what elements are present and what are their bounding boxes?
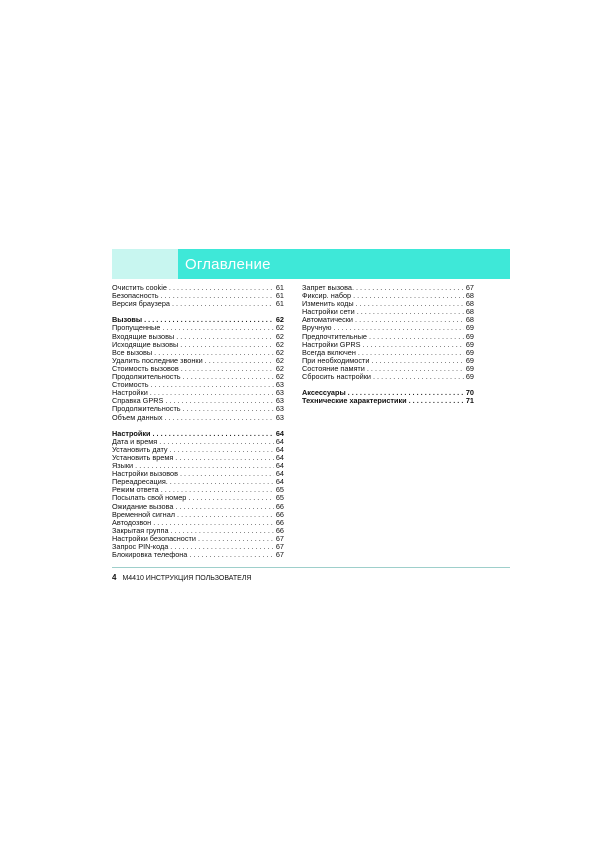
toc-entry[interactable] <box>112 478 284 486</box>
toc-entry-title: Исходящие вызовы <box>112 340 179 349</box>
toc-entry-title: Настройки <box>112 389 148 398</box>
toc-dot-leader <box>154 349 274 357</box>
toc-page-number: 63 <box>275 413 284 422</box>
toc-page-number: 64 <box>275 462 284 471</box>
toc-dot-leader <box>181 365 274 373</box>
toc-dot-leader <box>205 357 274 365</box>
toc-entry[interactable] <box>112 494 284 502</box>
toc-dot-leader <box>169 284 274 292</box>
toc-entry-title: Технические характеристики <box>302 397 407 406</box>
toc-entry[interactable] <box>112 405 284 413</box>
toc-entry[interactable] <box>112 357 284 365</box>
toc-dot-leader <box>198 535 274 543</box>
toc-page-number: 62 <box>275 332 284 341</box>
toc-entry-title: Входящие вызовы <box>112 332 175 341</box>
toc-page-number: 68 <box>465 300 474 309</box>
toc-dot-leader <box>172 300 274 308</box>
toc-page-number: 67 <box>275 543 284 551</box>
toc-page-number: 70 <box>465 389 474 398</box>
toc-dot-leader <box>135 462 274 470</box>
toc-entry-title: Сбросить настройки <box>302 373 371 382</box>
toc-page-number: 62 <box>275 316 284 325</box>
toc-entry-title: При необходимости <box>302 356 370 365</box>
toc-entry[interactable] <box>112 527 284 535</box>
toc-gap <box>302 381 474 389</box>
footer-text: M4410 ИНСТРУКЦИЯ ПОЛЬЗОВАТЕЛЯ <box>122 575 252 582</box>
toc-dot-leader <box>177 511 274 519</box>
toc-dot-leader <box>357 308 464 316</box>
toc-dot-leader <box>162 324 274 332</box>
toc-section-heading[interactable] <box>302 389 474 397</box>
toc-dot-leader <box>188 494 274 502</box>
toc-dot-leader <box>171 527 274 535</box>
toc-dot-leader <box>183 405 274 413</box>
toc-entry-title: Удалить последние звонки <box>112 356 203 365</box>
toc-entry-title: Автоматически <box>302 316 354 325</box>
toc-page-number: 68 <box>465 316 474 325</box>
toc-entry-title: Переадресация. <box>112 478 168 487</box>
toc-entry[interactable] <box>302 324 474 332</box>
toc-page-number: 67 <box>275 534 284 543</box>
toc-page-number: 69 <box>465 348 474 357</box>
toc-dot-leader <box>356 300 464 308</box>
toc-entry-title: Автодозвон <box>112 518 152 527</box>
toc-page-number: 64 <box>275 445 284 454</box>
toc-entry-title: Языки <box>112 462 134 471</box>
toc-entry[interactable] <box>302 316 474 324</box>
toc-page-number: 69 <box>465 356 474 365</box>
toc-dot-leader <box>161 486 274 494</box>
page-number: 4 <box>112 573 117 582</box>
toc-entry-title: Блокировка телефона <box>112 551 188 560</box>
toc-entry[interactable] <box>112 414 284 422</box>
toc-page-number: 65 <box>275 486 284 495</box>
toc-entry-title: Вручную <box>302 324 332 333</box>
toc-dot-leader <box>358 349 464 357</box>
toc-dot-leader <box>180 470 274 478</box>
toc-entry[interactable] <box>112 519 284 527</box>
toc-page-number: 61 <box>275 300 284 309</box>
toc-page-number: 62 <box>275 356 284 365</box>
toc-entry-title: Запрет вызова. <box>302 284 354 292</box>
toc-page-number: 69 <box>465 332 474 341</box>
toc-entry-title: Все вызовы <box>112 348 153 357</box>
toc-entry[interactable] <box>112 543 284 551</box>
toc-dot-leader <box>176 333 274 341</box>
toc-entry-title: Всегда включен <box>302 348 356 357</box>
toc-page-number: 62 <box>275 364 284 373</box>
toc-page-number: 63 <box>275 389 284 398</box>
toc-entry[interactable] <box>112 324 284 332</box>
toc-dot-leader <box>159 438 274 446</box>
toc-gap <box>112 422 284 430</box>
toc-page-number: 64 <box>275 429 284 438</box>
toc-entry[interactable] <box>302 308 474 316</box>
toc-dot-leader <box>371 357 463 365</box>
toc-page-number: 66 <box>275 502 284 511</box>
toc-dot-leader <box>165 397 274 405</box>
toc-page-number: 62 <box>275 340 284 349</box>
toc-gap <box>112 308 284 316</box>
toc-page-number: 64 <box>275 478 284 487</box>
toc-left-column <box>112 284 284 559</box>
toc-entry[interactable] <box>112 341 284 349</box>
toc-entry[interactable] <box>112 381 284 389</box>
toc-page-number: 64 <box>275 437 284 446</box>
toc-entry[interactable] <box>302 365 474 373</box>
toc-entry-title: Настройки GPRS <box>302 340 361 349</box>
toc-section-heading[interactable] <box>112 430 284 438</box>
toc-page-number: 64 <box>275 453 284 462</box>
toc-entry-title: Вызовы <box>112 316 143 325</box>
toc-entry-title: Безопасность <box>112 292 159 301</box>
toc-dot-leader <box>150 389 274 397</box>
toc-dot-leader <box>144 316 274 324</box>
toc-section-heading[interactable] <box>302 397 474 405</box>
toc-entry[interactable] <box>302 333 474 341</box>
toc-dot-leader <box>355 316 464 324</box>
toc-entry-title: Ожидание вызова <box>112 502 174 511</box>
toc-page-number: 62 <box>275 324 284 333</box>
toc-page-number: 64 <box>275 470 284 479</box>
toc-entry[interactable] <box>112 284 284 292</box>
toc-page-number: 62 <box>275 348 284 357</box>
toc-entry-title: Стоимость <box>112 381 149 390</box>
toc-entry[interactable] <box>112 486 284 494</box>
toc-entry[interactable] <box>112 503 284 511</box>
toc-entry[interactable] <box>112 349 284 357</box>
toc-page-number: 66 <box>275 526 284 535</box>
toc-entry-title: Фиксир. набор <box>302 292 352 301</box>
toc-section-heading[interactable] <box>112 316 284 324</box>
toc-dot-leader <box>373 373 464 381</box>
toc-entry-title: Продолжительность <box>112 373 181 382</box>
toc-dot-leader <box>153 430 274 438</box>
toc-entry-title: Настройки сети <box>302 308 355 317</box>
toc-page-number: 61 <box>275 284 284 292</box>
toc-entry[interactable] <box>302 292 474 300</box>
toc-entry-title: Версия браузера <box>112 300 170 309</box>
toc-entry-title: Настройки безопасности <box>112 534 196 543</box>
toc-entry-title: Предпочтительные <box>302 332 367 341</box>
toc-page-number: 67 <box>275 551 284 560</box>
toc-entry-title: Посылать свой номер <box>112 494 187 503</box>
toc-entry[interactable] <box>112 333 284 341</box>
toc-entry-title: Аксессуары <box>302 389 346 398</box>
toc-entry-title: Состояние памяти <box>302 364 365 373</box>
toc-entry[interactable] <box>112 373 284 381</box>
toc-dot-leader <box>161 292 274 300</box>
toc-page-number: 63 <box>275 397 284 406</box>
toc-entry[interactable] <box>302 349 474 357</box>
toc-entry-title: Временной сигнал <box>112 510 176 519</box>
toc-page-number: 68 <box>465 308 474 317</box>
toc-entry[interactable] <box>112 292 284 300</box>
toc-page-number: 69 <box>465 364 474 373</box>
toc-dot-leader <box>170 478 274 486</box>
toc-entry[interactable] <box>112 551 284 559</box>
toc-entry-title: Справка GPRS <box>112 397 164 406</box>
toc-page-number: 66 <box>275 518 284 527</box>
toc-entry-title: Стоимость вызовов <box>112 364 179 373</box>
toc-dot-leader <box>175 503 273 511</box>
toc-entry[interactable] <box>112 446 284 454</box>
toc-entry-title: Запрос PIN-кода <box>112 543 169 551</box>
toc-page-number: 69 <box>465 373 474 382</box>
toc-entry[interactable] <box>112 300 284 308</box>
toc-page-number: 63 <box>275 405 284 414</box>
toc-entry[interactable] <box>112 454 284 462</box>
toc-entry[interactable] <box>302 284 474 292</box>
page-footer <box>112 573 252 582</box>
toc-right-column <box>302 284 474 405</box>
footer-divider <box>112 567 510 568</box>
toc-entry-title: Дата и время <box>112 437 158 446</box>
toc-entry-title: Настройки <box>112 429 151 438</box>
toc-dot-leader <box>180 341 274 349</box>
toc-entry[interactable] <box>302 341 474 349</box>
toc-page-number: 62 <box>275 373 284 382</box>
toc-entry[interactable] <box>112 462 284 470</box>
toc-page-number: 63 <box>275 381 284 390</box>
toc-dot-leader <box>348 389 464 397</box>
toc-page-number: 69 <box>465 324 474 333</box>
toc-entry-title: Установить время <box>112 453 174 462</box>
toc-dot-leader <box>175 454 274 462</box>
toc-entry-title: Пропущенные <box>112 324 161 333</box>
header-accent-block <box>112 249 178 279</box>
toc-entry[interactable] <box>302 373 474 381</box>
toc-page-number: 67 <box>465 284 474 292</box>
toc-dot-leader <box>367 365 464 373</box>
toc-entry-title: Закрытая группа <box>112 526 169 535</box>
toc-dot-leader <box>333 324 463 332</box>
toc-dot-leader <box>165 414 274 422</box>
toc-page-number: 68 <box>465 292 474 301</box>
toc-dot-leader <box>189 551 274 559</box>
toc-dot-leader <box>170 543 274 551</box>
toc-entry-title: Настройки вызовов <box>112 470 178 479</box>
toc-entry-title: Очистить cookie <box>112 284 167 292</box>
toc-page-number: 61 <box>275 292 284 301</box>
toc-entry[interactable] <box>112 397 284 405</box>
toc-entry-title: Объем данных <box>112 413 163 422</box>
toc-entry[interactable] <box>112 389 284 397</box>
toc-dot-leader <box>356 284 464 292</box>
toc-dot-leader <box>151 381 274 389</box>
toc-entry[interactable] <box>112 535 284 543</box>
toc-dot-leader <box>363 341 464 349</box>
toc-page-number: 69 <box>465 340 474 349</box>
toc-entry-title: Установить дату <box>112 445 168 454</box>
toc-page-number: 71 <box>465 397 474 406</box>
toc-dot-leader <box>170 446 274 454</box>
toc-dot-leader <box>183 373 274 381</box>
toc-dot-leader <box>369 333 464 341</box>
toc-entry[interactable] <box>302 357 474 365</box>
toc-entry[interactable] <box>112 511 284 519</box>
toc-entry[interactable] <box>112 365 284 373</box>
page-title: Оглавление <box>185 256 271 273</box>
toc-entry-title: Продолжительность <box>112 405 181 414</box>
toc-entry-title: Изменить коды <box>302 300 354 309</box>
toc-entry[interactable] <box>112 438 284 446</box>
toc-dot-leader <box>409 397 464 405</box>
toc-entry-title: Режим ответа <box>112 486 159 495</box>
toc-dot-leader <box>353 292 464 300</box>
toc-entry[interactable] <box>302 300 474 308</box>
toc-dot-leader <box>153 519 274 527</box>
toc-entry[interactable] <box>112 470 284 478</box>
toc-page-number: 66 <box>275 510 284 519</box>
toc-page-number: 65 <box>275 494 284 503</box>
